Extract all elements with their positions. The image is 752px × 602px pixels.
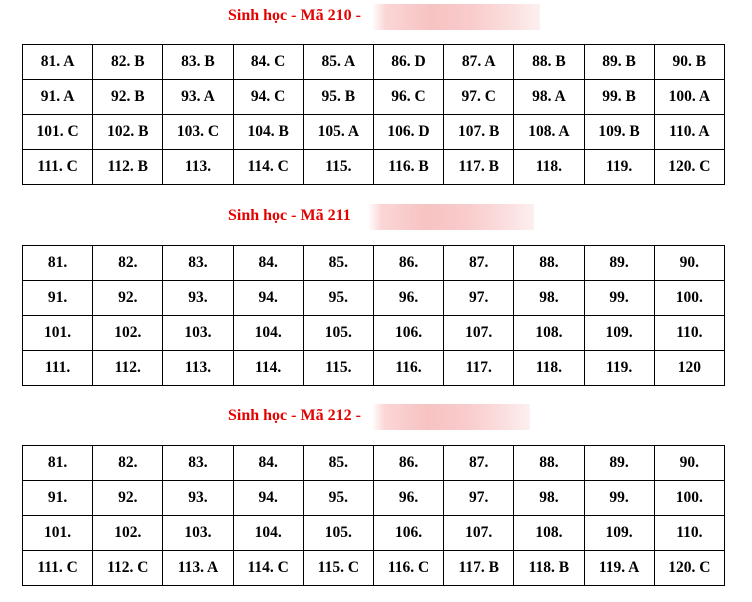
answer-table-210: [22, 44, 725, 185]
answer-cell: 112.: [93, 351, 163, 386]
answer-cell: 90. B: [654, 45, 724, 80]
answer-cell: 100. A: [654, 80, 724, 115]
answer-cell: 101.: [23, 516, 93, 551]
answer-cell: 82.: [93, 246, 163, 281]
answer-row: [23, 281, 725, 316]
answer-cell: 93. A: [163, 80, 233, 115]
answer-cell: 98. A: [514, 80, 584, 115]
answer-cell: 102.: [93, 316, 163, 351]
answer-cell: 108.: [514, 516, 584, 551]
answer-cell: 84. C: [233, 45, 303, 80]
answer-cell: 95. B: [303, 80, 373, 115]
answer-cell: 107.: [444, 516, 514, 551]
answer-cell: 108.: [514, 316, 584, 351]
answer-cell: 110.: [654, 316, 724, 351]
answer-cell: 107. B: [444, 115, 514, 150]
answer-row: [23, 45, 725, 80]
answer-cell: 85.: [303, 246, 373, 281]
answer-cell: 104.: [233, 516, 303, 551]
section-title-210: Sinh học - Mã 210 -: [228, 7, 361, 24]
answer-cell: 105. A: [303, 115, 373, 150]
answer-cell: 110.: [654, 516, 724, 551]
answer-cell: 89.: [584, 446, 654, 481]
answer-cell: 107.: [444, 316, 514, 351]
answer-cell: 99.: [584, 281, 654, 316]
answer-cell: 119.: [584, 351, 654, 386]
answer-cell: 105.: [303, 316, 373, 351]
answer-cell: 103.: [163, 516, 233, 551]
answer-cell: 93.: [163, 481, 233, 516]
answer-cell: 91.: [23, 481, 93, 516]
answer-cell: 87. A: [444, 45, 514, 80]
answer-cell: 116.: [373, 351, 443, 386]
answer-cell: 91. A: [23, 80, 93, 115]
answer-table-211: [22, 245, 725, 386]
redaction-overlay-212: [372, 404, 530, 430]
answer-cell: 98.: [514, 281, 584, 316]
answer-cell: 116. C: [373, 551, 443, 586]
answer-cell: 111. C: [23, 551, 93, 586]
redaction-overlay-210: [372, 4, 540, 30]
answer-cell: 119. A: [584, 551, 654, 586]
answer-cell: 116. B: [373, 150, 443, 185]
answer-cell: 103. C: [163, 115, 233, 150]
answer-cell: 112. C: [93, 551, 163, 586]
answer-cell: 100.: [654, 481, 724, 516]
answer-row: [23, 551, 725, 586]
answer-cell: 101.: [23, 316, 93, 351]
answer-cell: 113.: [163, 351, 233, 386]
answer-cell: 112. B: [93, 150, 163, 185]
answer-cell: 117. B: [444, 551, 514, 586]
answer-cell: 92. B: [93, 80, 163, 115]
answer-cell: 120: [654, 351, 724, 386]
answer-cell: 94.: [233, 281, 303, 316]
answer-cell: 106.: [373, 316, 443, 351]
answer-cell: 114.: [233, 351, 303, 386]
answer-cell: 102.: [93, 516, 163, 551]
answer-cell: 94. C: [233, 80, 303, 115]
answer-cell: 81.: [23, 246, 93, 281]
answer-cell: 86.: [373, 246, 443, 281]
answer-cell: 97. C: [444, 80, 514, 115]
answer-cell: 103.: [163, 316, 233, 351]
answer-row: [23, 115, 725, 150]
answer-cell: 84.: [233, 246, 303, 281]
answer-cell: 87.: [444, 246, 514, 281]
answer-cell: 98.: [514, 481, 584, 516]
answer-cell: 89.: [584, 246, 654, 281]
answer-cell: 101. C: [23, 115, 93, 150]
answer-cell: 92.: [93, 281, 163, 316]
answer-cell: 120. C: [654, 150, 724, 185]
answer-cell: 119.: [584, 150, 654, 185]
answer-row: [23, 351, 725, 386]
answer-cell: 93.: [163, 281, 233, 316]
section-title-212: Sinh học - Mã 212 -: [228, 407, 361, 424]
answer-cell: 90.: [654, 246, 724, 281]
answer-cell: 109.: [584, 316, 654, 351]
answer-cell: 88.: [514, 446, 584, 481]
answer-cell: 114. C: [233, 551, 303, 586]
answer-cell: 85. A: [303, 45, 373, 80]
answer-cell: 92.: [93, 481, 163, 516]
answer-cell: 106. D: [373, 115, 443, 150]
answer-cell: 117. B: [444, 150, 514, 185]
answer-cell: 88. B: [514, 45, 584, 80]
answer-cell: 105.: [303, 516, 373, 551]
answer-cell: 104. B: [233, 115, 303, 150]
answer-cell: 99.: [584, 481, 654, 516]
answer-row: [23, 246, 725, 281]
answer-cell: 115.: [303, 351, 373, 386]
answer-row: [23, 516, 725, 551]
answer-cell: 83. B: [163, 45, 233, 80]
answer-cell: 81. A: [23, 45, 93, 80]
answer-cell: 89. B: [584, 45, 654, 80]
answer-cell: 97.: [444, 481, 514, 516]
answer-cell: 96. C: [373, 80, 443, 115]
answer-table-212: [22, 445, 725, 586]
answer-cell: 86.: [373, 446, 443, 481]
answer-cell: 120. C: [654, 551, 724, 586]
answer-row: [23, 150, 725, 185]
answer-cell: 99. B: [584, 80, 654, 115]
answer-cell: 95.: [303, 281, 373, 316]
answer-cell: 109. B: [584, 115, 654, 150]
answer-cell: 118.: [514, 351, 584, 386]
answer-cell: 117.: [444, 351, 514, 386]
answer-cell: 118.: [514, 150, 584, 185]
answer-row: [23, 316, 725, 351]
answer-cell: 86. D: [373, 45, 443, 80]
answer-cell: 96.: [373, 481, 443, 516]
answer-cell: 113. A: [163, 551, 233, 586]
answer-cell: 114. C: [233, 150, 303, 185]
answer-cell: 82.: [93, 446, 163, 481]
answer-cell: 102. B: [93, 115, 163, 150]
answer-cell: 85.: [303, 446, 373, 481]
answer-cell: 95.: [303, 481, 373, 516]
answer-cell: 90.: [654, 446, 724, 481]
answer-cell: 83.: [163, 246, 233, 281]
answer-cell: 115.: [303, 150, 373, 185]
answer-cell: 106.: [373, 516, 443, 551]
answer-cell: 84.: [233, 446, 303, 481]
answer-cell: 104.: [233, 316, 303, 351]
answer-row: [23, 446, 725, 481]
answer-cell: 91.: [23, 281, 93, 316]
answer-cell: 118. B: [514, 551, 584, 586]
answer-cell: 111.: [23, 351, 93, 386]
answer-cell: 96.: [373, 281, 443, 316]
answer-cell: 108. A: [514, 115, 584, 150]
answer-cell: 111. C: [23, 150, 93, 185]
answer-cell: 113.: [163, 150, 233, 185]
answer-cell: 109.: [584, 516, 654, 551]
answer-cell: 82. B: [93, 45, 163, 80]
answer-cell: 83.: [163, 446, 233, 481]
section-title-211: Sinh học - Mã 211: [228, 207, 351, 224]
answer-cell: 87.: [444, 446, 514, 481]
answer-row: [23, 80, 725, 115]
answer-cell: 81.: [23, 446, 93, 481]
answer-row: [23, 481, 725, 516]
answer-cell: 115. C: [303, 551, 373, 586]
answer-cell: 110. A: [654, 115, 724, 150]
answer-cell: 88.: [514, 246, 584, 281]
answer-cell: 100.: [654, 281, 724, 316]
answer-cell: 97.: [444, 281, 514, 316]
answer-cell: 94.: [233, 481, 303, 516]
redaction-overlay-211: [368, 204, 534, 230]
